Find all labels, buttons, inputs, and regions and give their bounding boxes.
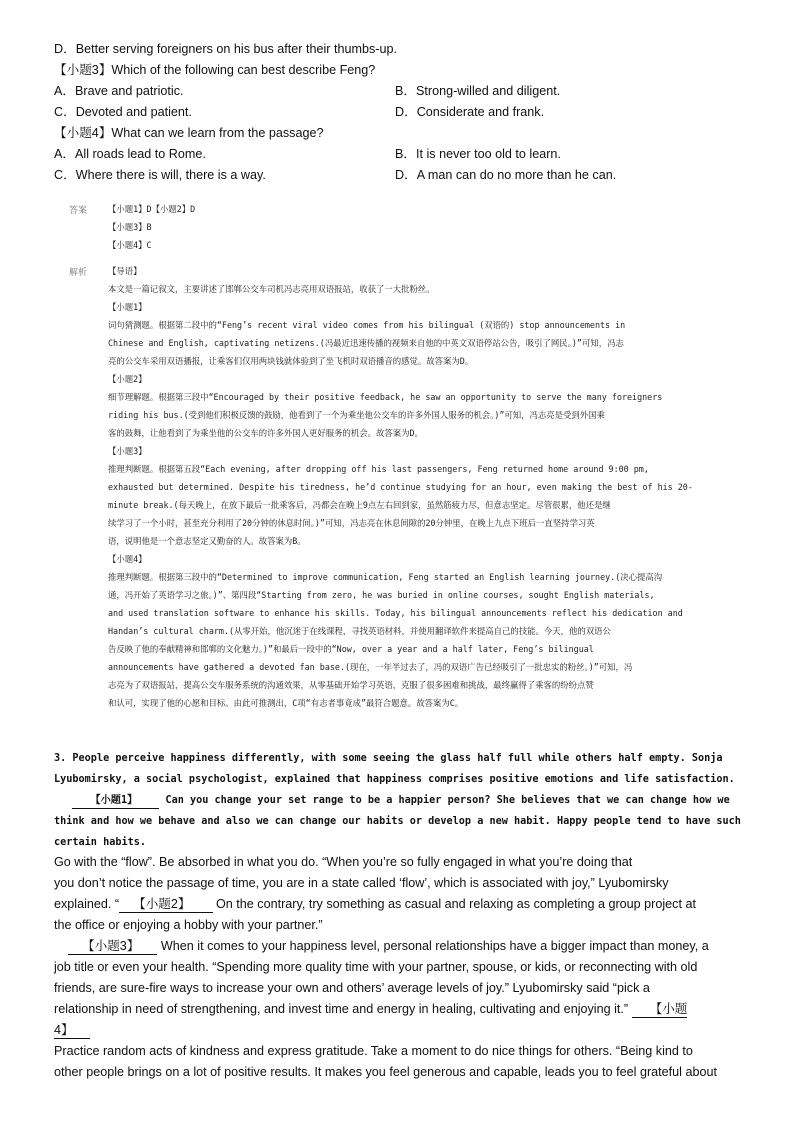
analysis-line: 【小题3】 [108,446,147,456]
passage-line [54,894,744,915]
passage-line: other people brings on a lot of positive results. It makes you feel generous and capable, leads you to feel grateful about [54,1065,717,1079]
analysis-line: 细节理解题。根据第三段中“Encouraged by their positive feedback, he saw an opportunity to serve the many foreigners [108,392,663,402]
analysis-line: 推理判断题。根据第五段“Each evening, after dropping off his last passengers, Feng returned home around 9:00 pm, [108,464,649,474]
passage-line: think and how we behave and also we can change our habits or develop a new habit. Happy people tend to have such [54,816,741,827]
analysis-line: Handan’s cultural charm.(从零开始，他沉迷于在线课程，寻找英语材料，并使用翻译软件来提高自己的技能。今天，他的双语公 [108,626,611,636]
blank-2[interactable]: 【小题2】 [119,897,212,913]
analysis-line: and used translation software to enhance his skills. Today, his bilingual announcements reflect his dedication and [108,608,683,618]
passage-line: 3. People perceive happiness differently, with some seeing the glass half full while others half empty. Sonja [54,753,723,764]
q3-stem: 【小题3】Which of the following can best describe Feng? [54,63,376,77]
q3-option-a: A．Brave and patriotic. [54,84,184,98]
passage-line: Practice random acts of kindness and express gratitude. Take a moment to do nice things for others. “Being kind to [54,1044,693,1058]
q3-option-d: D．Considerate and frank. [395,105,545,119]
analysis-line: 【小题1】 [108,302,147,312]
analysis-line: 词句猜测题。根据第二段中的“Feng’s recent viral video comes from his bilingual (双语的) stop announcements in [108,320,626,330]
analysis-line: 续学习了一个小时，甚至充分利用了20分钟的休息时间。)”可知，冯志亮在休息间隙的20分钟里，在晚上九点下班后一直坚持学习英 [108,518,595,528]
passage-line [54,790,742,811]
passage-text: On the contrary, try something as casual and relaxing as completing a group project at [212,897,696,911]
passage-line [54,936,744,957]
blank-3[interactable]: 【小题3】 [68,939,157,955]
passage-text: relationship in need of strengthening, and invest time and energy in healing, cultivating and enjoying it.” [54,1002,632,1016]
answer-line: 【小题1】D【小题2】D [108,204,196,214]
analysis-line: 语，说明他是一个意志坚定又勤奋的人。故答案为B。 [108,536,306,546]
passage-line: the office or enjoying a hobby with your partner.” [54,918,323,932]
analysis-line: 本文是一篇记叙文，主要讲述了邯郸公交车司机冯志亮用双语报站，收获了一大批粉丝。 [108,284,435,294]
passage-line: job title or even your health. “Spending more quality time with your partner, spouse, or kids, or reconnecting with old [54,960,698,974]
passage-line [54,999,744,1020]
blank-4[interactable]: 【小题 [632,1002,688,1018]
analysis-line: riding his bus.(受到他们积极反馈的鼓励，他看到了一个为乘坐他公交车的许多外国人服务的机会。)”可知，冯志亮是受到外国乘 [108,410,605,420]
answer-block [108,200,728,254]
analysis-line: exhausted but determined. Despite his tiredness, he’d continue studying for an hour, even making the best of his 20- [108,482,693,492]
passage-line: friends, are sure-fire ways to increase your own and others’ average levels of joy.” Lyubomirsky said “pick a [54,981,650,995]
passage-line [54,1020,744,1041]
passage-text: When it comes to your happiness level, personal relationships have a bigger impact than money, a [157,939,709,953]
q4-stem: 【小题4】What can we learn from the passage? [54,126,324,140]
analysis-line: 客的鼓舞，让他看到了为乘坐他的公交车的许多外国人更好服务的机会。故答案为D。 [108,428,423,438]
q3-option-c: C．Devoted and patient. [54,105,192,119]
answer-label: 答案 [69,206,88,216]
q4-option-d: D．A man can do no more than he can. [395,168,617,182]
analysis-line: 【导语】 [108,266,142,276]
analysis-line: 通，冯开始了英语学习之旅。)”、第四段“Starting from zero, he was buried in online courses, sought English materials, [108,590,655,600]
blank-4-continued[interactable]: 4】 [54,1023,90,1039]
q3-option-b: B．Strong-willed and diligent. [395,84,561,98]
analysis-label: 解析 [69,268,88,278]
passage3-body [54,852,744,1083]
passage-line: Go with the “flow”. Be absorbed in what you do. “When you’re so fully engaged in what you’re doing that [54,855,633,869]
analysis-line: 【小题2】 [108,374,147,384]
q4-option-c: C．Where there is will, there is a way. [54,168,266,182]
passage-text: Can you change your set range to be a happier person? She believes that we can change how we [159,795,730,806]
q4-option-b: B．It is never too old to learn. [395,147,561,161]
analysis-line: 【小题4】 [108,554,147,564]
blank-1[interactable]: 【小题1】 [72,793,159,809]
analysis-line: minute break.(每天晚上，在放下最后一批乘客后，冯都会在晚上9点左右回到家，虽然筋疲力尽，但意志坚定。尽管很累，他还是继 [108,500,611,510]
analysis-line: 志亮为了双语报站，提高公交车服务系统的沟通效果，从零基础开始学习英语，克服了很多困难和挑战，最终赢得了乘客的纷纷点赞 [108,680,594,690]
analysis-block [108,262,728,712]
analysis-line: announcements have gathered a devoted fan base.(现在，一年半过去了，冯的双语广告已经吸引了一批忠实的粉丝。)”可知，冯 [108,662,633,672]
answer-line: 【小题3】B [108,222,152,232]
analysis-line: 推理判断题。根据第三段中的“Determined to improve communication, Feng started an English learning journey.(决心提高沟 [108,572,663,582]
analysis-line: 告反映了他的奉献精神和邯郸的文化魅力。)”和最后一段中的“Now, over a year and a half later, Feng’s bilingual [108,644,594,654]
analysis-line: 亮的公交车采用双语播报，让乘客们仅用两块钱就体验到了坐飞机时双语播音的感觉。故答案为D。 [108,356,474,366]
passage-text: explained. “ [54,897,120,911]
analysis-line: Chinese and English, captivating netizens.(冯最近迅速传播的视频来自他的中英文双语停站公告，吸引了网民。)”可知，冯志 [108,338,624,348]
passage-line: certain habits. [54,837,147,848]
passage-line: you don’t notice the passage of time, you are in a state called ‘flow’, which is associated with joy,” Lyubomirsky [54,876,669,890]
q4-option-a: A．All roads lead to Rome. [54,147,206,161]
analysis-line: 和认可，实现了他的心愿和目标。由此可推测出，C项“有志者事竟成”最符合题意。故答案为C。 [108,698,464,708]
answer-line: 【小题4】C [108,240,152,250]
passage-line: Lyubomirsky, a social psychologist, explained that happiness comprises positive emotions and life satisfaction. [54,774,735,785]
q2-option-d: D．Better serving foreigners on his bus after their thumbs-up. [54,42,397,56]
passage3-intro [54,748,742,853]
